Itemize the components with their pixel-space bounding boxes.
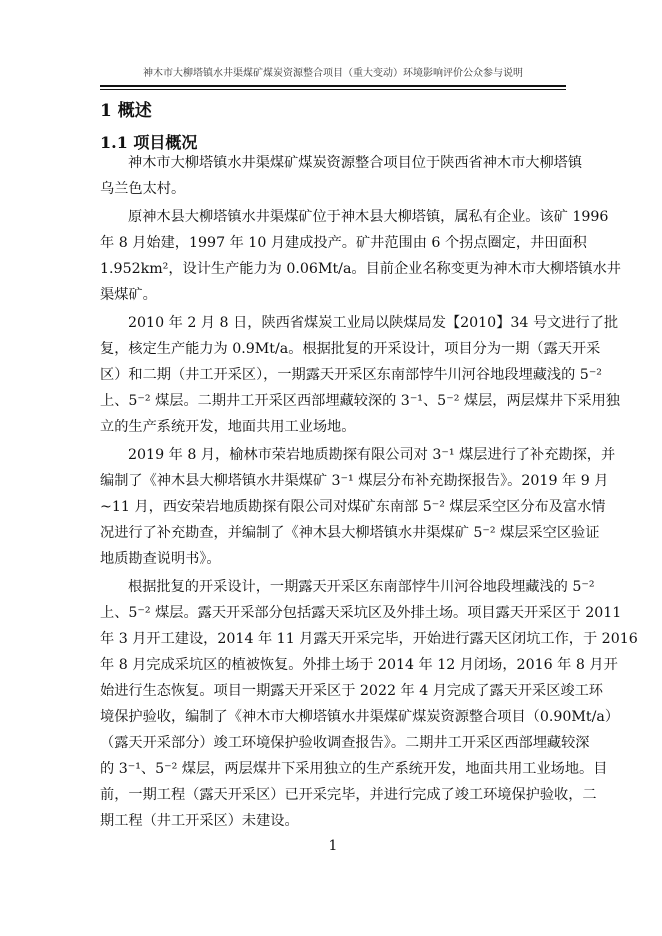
paragraph xyxy=(100,310,620,440)
paragraph xyxy=(100,204,621,308)
text-line: 始进行生态恢复。项目一期露天开采区于 2022 年 4 月完成了露天开采区竣工环 xyxy=(100,683,603,699)
text-line: 2010 年 2 月 8 日，陕西省煤炭工业局以陕煤局发【2010】34 号文进行了批 xyxy=(128,315,619,331)
text-line: 2019 年 8 月，榆林市荣岩地质勘探有限公司对 3⁻¹ 煤层进行了补充勘探，并 xyxy=(128,447,616,463)
text-line: 前，一期工程（露天开采区）已开采完毕，并进行完成了竣工环境保护验收，二 xyxy=(100,787,597,803)
text-line: 年 8 月始建，1997 年 10 月建成投产。矿井范围由 6 个拐点圈定，井田面积 xyxy=(100,235,587,251)
text-line: 立的生产系统开发，地面共用工业场地。 xyxy=(100,419,356,435)
text-line: 原神木县大柳塔镇水井渠煤矿位于神木县大柳塔镇，属私有企业。该矿 1996 xyxy=(128,209,609,225)
text-line: （露天开采部分）竣工环境保护验收调查报告》。二期井工开采区西部埋藏较深 xyxy=(100,735,590,751)
running-header: 神木市大柳塔镇水井渠煤矿煤炭资源整合项目（重大变动）环境影响评价公众参与说明 xyxy=(143,68,523,79)
text-line: 上、5⁻² 煤层。露天开采部分包括露天采坑区及外排土场。项目露天开采区于 2011 xyxy=(100,605,622,621)
paragraph xyxy=(100,150,583,202)
paragraph xyxy=(100,442,616,572)
text-line: 根据批复的开采设计，一期露天开采区东南部悖牛川河谷地段埋藏浅的 5⁻² xyxy=(128,579,595,595)
text-line: 期工程（井工开采区）未建设。 xyxy=(100,813,299,829)
header-rule xyxy=(100,85,566,87)
text-line: 神木市大柳塔镇水井渠煤矿煤炭资源整合项目位于陕西省神木市大柳塔镇 xyxy=(128,155,583,171)
text-line: 区）和二期（井工开采区），一期露天开采区东南部悖牛川河谷地段埋藏浅的 5⁻² xyxy=(100,367,602,383)
text-line: 况进行了补充勘查，并编制了《神木县大柳塔镇水井渠煤矿 5⁻² 煤层采空区验证 xyxy=(100,525,600,541)
text-line: 地质勘查说明书》。 xyxy=(100,551,221,567)
document-body xyxy=(100,150,638,836)
text-line: 渠煤矿。 xyxy=(100,287,157,303)
header-rule-thin xyxy=(100,89,566,90)
paragraph xyxy=(100,574,638,834)
text-line: 年 8 月完成采坑区的植被恢复。外排土场于 2014 年 12 月闭场，2016 年 8 月开 xyxy=(100,657,618,673)
text-line: 上、5⁻² 煤层。二期井工开采区西部埋藏较深的 3⁻¹、5⁻² 煤层，两层煤井下采用独 xyxy=(100,393,620,409)
text-line: 1.952km²，设计生产能力为 0.06Mt/a。目前企业名称变更为神木市大柳塔镇水井 xyxy=(100,261,621,277)
text-line: 年 3 月开工建设，2014 年 11 月露天开采完毕，开始进行露天区闭坑工作，于 2016 xyxy=(100,631,638,647)
section-title: 1 概述 xyxy=(100,101,152,121)
text-line: 编制了《神木县大柳塔镇水井渠煤矿 3⁻¹ 煤层分布补充勘探报告》。2019 年 9 月 xyxy=(100,473,609,489)
text-line: 复，核定生产能力为 0.9Mt/a。根据批复的开采设计，项目分为一期（露天开采 xyxy=(100,341,601,357)
text-line: 的 3⁻¹、5⁻² 煤层，两层煤井下采用独立的生产系统开发，地面共用工业场地。目 xyxy=(100,761,608,777)
text-line: 境保护验收，编制了《神木市大柳塔镇水井渠煤矿煤炭资源整合项目（0.90Mt/a） xyxy=(100,709,620,725)
page-number: 1 xyxy=(328,838,338,854)
subsection-title: 1.1 项目概况 xyxy=(100,133,198,152)
text-line: ~11 月，西安荣岩地质勘探有限公司对煤矿东南部 5⁻² 煤层采空区分布及富水情 xyxy=(100,499,606,515)
text-line: 乌兰色太村。 xyxy=(100,181,186,197)
